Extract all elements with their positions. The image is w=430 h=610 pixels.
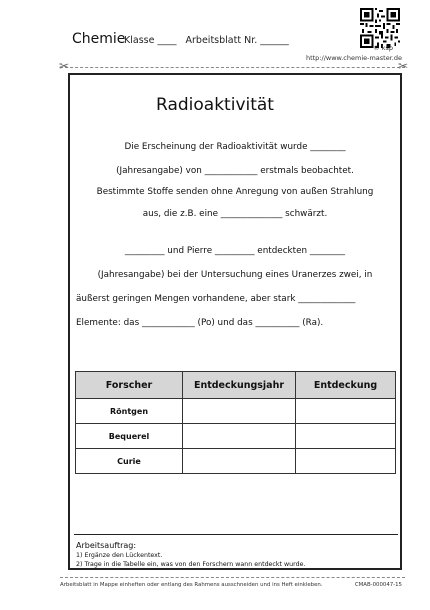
column-header: Entdeckung	[296, 372, 396, 399]
website-url[interactable]: http://www.chemie-master.de	[305, 54, 402, 62]
year-cell[interactable]	[183, 424, 296, 449]
copyright-text: © ksp	[373, 44, 393, 52]
table-row	[76, 399, 396, 424]
subject-title: Chemie	[72, 31, 126, 47]
column-header: Forscher	[76, 372, 183, 399]
discovery-cell[interactable]	[296, 424, 396, 449]
researcher-cell: Bequerel	[76, 424, 183, 449]
discovery-cell[interactable]	[296, 449, 396, 474]
cloze-line: Bestimmte Stoffe senden ohne Anregung von außen Strahlung	[96, 187, 374, 197]
header-fields	[124, 35, 289, 46]
cloze-line: (Jahresangabe) von ____________ erstmals beobachtet.	[116, 166, 354, 176]
cloze-line: _________ und Pierre _________ entdeckten ________	[124, 246, 346, 256]
qr-code-icon	[360, 8, 400, 48]
discovery-cell[interactable]	[296, 399, 396, 424]
cloze-line: Die Erscheinung der Radioaktivität wurde ________	[124, 142, 346, 152]
cloze-line: (Jahresangabe) bei der Untersuchung eines Uranerzes zwei, in	[97, 270, 373, 280]
cut-line-top	[60, 67, 405, 68]
footer-instruction: Arbeitsblatt in Mappe einheften oder entlang des Rahmens ausschneiden und ins Heft einkleben.	[60, 582, 323, 588]
class-label: Klasse ____	[124, 35, 177, 46]
cloze-line: Elemente: das ____________ (Po) und das __________ (Ra).	[76, 318, 324, 328]
table-row	[76, 449, 396, 474]
researcher-cell: Curie	[76, 449, 183, 474]
table-header-row	[76, 372, 396, 399]
task-divider	[74, 534, 398, 535]
column-header: Entdeckungsjahr	[183, 372, 296, 399]
table-row	[76, 424, 396, 449]
discoveries-table	[75, 371, 396, 474]
task-item: 2) Trage in die Tabelle ein, was von den Forschern wann entdeckt wurde.	[76, 561, 306, 568]
scissors-icon: ✂	[59, 59, 70, 73]
researcher-cell: Röntgen	[76, 399, 183, 424]
task-item: 1) Ergänze den Lückentext.	[76, 552, 163, 559]
worksheet-title: Radioaktivität	[156, 95, 274, 115]
task-heading: Arbeitsauftrag:	[76, 541, 137, 550]
year-cell[interactable]	[183, 399, 296, 424]
cloze-line: äußerst geringen Mengen vorhandene, aber stark _____________	[76, 294, 356, 304]
sheet-number-label: Arbeitsblatt Nr. ______	[185, 35, 289, 46]
document-code: CMAB-000047-15	[354, 582, 402, 588]
cloze-line: aus, die z.B. eine ______________ schwärzt.	[142, 209, 328, 219]
cut-line-bottom	[60, 577, 405, 578]
year-cell[interactable]	[183, 449, 296, 474]
scissors-icon: ✂	[398, 59, 409, 73]
